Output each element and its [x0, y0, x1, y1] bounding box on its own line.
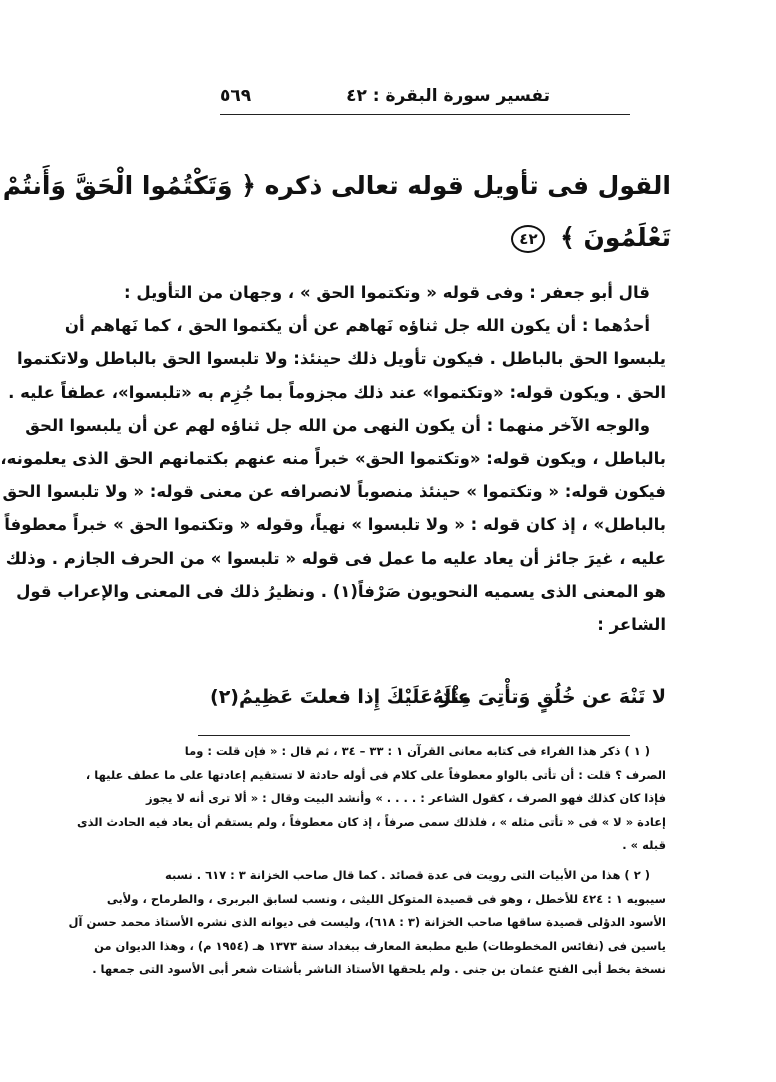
- heading-line-1: القول فى تأويل قوله تعالى ذكره ﴿ وَتَكْتُمُوا الْحَقَّ وَأَنتُمْ: [2, 171, 671, 200]
- poem-first-hemistich: لا تَنْهَ عن خُلُقٍ وَتأْتِىَ مِثْلَهُ: [432, 686, 666, 708]
- body-line: عليه ، غيرَ جائز أن يعاد عليه ما عمل فى قوله « تلبسوا » من الحرف الجازم . وذلك: [5, 548, 666, 568]
- footnote-1-line: الصرف ؟ قلت : أن تأتى بالواو معطوفاً على كلام فى أوله حادثة لا تستقيم إعادتها على ما عطف عليها ،: [85, 767, 666, 782]
- footnote-separator: [198, 735, 630, 736]
- footnote-1-line: فإذا كان كذلك فهو الصرف ، كقول الشاعر : . . . . » وأنشد البيت وقال : « ألا ترى أنه لا يجوز: [145, 791, 666, 806]
- heading-line-2: [201, 212, 671, 264]
- poem-second-hemistich: عارٌ عَلَيْكَ إِذا فعلتَ عَظِيمُ(٢): [210, 686, 471, 708]
- footnote-1-line: إعادة « لا » فى « تأتى مثله » ، فلذلك سمى صرفاً ، إذ كان معطوفاً ، ولم يستقم أن يعاد فيه الحادث الذى: [77, 814, 666, 829]
- footnotes: [68, 740, 666, 982]
- footnote-2-line: ( ٢ ) هذا من الأبيات التى رويت فى عدة قصائد . كما قال صاحب الخزانة ٣ : ٦١٧ . نسبه: [165, 867, 650, 882]
- body-line: والوجه الآخر منهما : أن يكون النهى من الله جل ثناؤه لهم عن أن يلبسوا الحق: [25, 415, 650, 435]
- body-line: الشاعر :: [597, 615, 666, 635]
- body-line: يلبسوا الحق بالباطل . فيكون تأويل ذلك حينئذ: ولا تلبسوا الحق بالباطل ولاتكتموا: [17, 349, 666, 369]
- body-line: فيكون قوله: « وتكتموا » حينئذ منصوباً لانصرافه عن معنى قوله: « ولا تلبسوا الحق: [2, 482, 666, 502]
- footnote-2-line: سيبويه ١ : ٤٢٤ للأخطل ، وهو فى قصيدة المتوكل الليثى ، ونسب لسابق البربرى ، والطرماح ، ولأبى: [106, 891, 666, 906]
- running-header: [220, 84, 630, 115]
- footnote-2-line: الأسود الدؤلى قصيدة ساقها صاحب الخزانة (٣ : ٦١٨)، وليست فى ديوانه الذى نشره الأستاذ محمد حسن آل: [68, 915, 666, 930]
- section-heading: [2, 160, 671, 264]
- running-title: تفسير سورة البقرة : ٤٢: [346, 86, 550, 106]
- body-line: أحدُهما : أن يكون الله جل ثناؤه نَهاهم عن أن يكتموا الحق ، كما نَهاهم أن: [64, 316, 650, 336]
- page-number: ٥٦٩: [220, 86, 252, 106]
- verse-number-badge: ٤٢: [511, 225, 545, 253]
- footnote-2-line: نسخة بخط أبى الفتح عثمان بن جنى . ولم يلحقها الأستاذ الناشر بأشتات شعر أبى الأسود التى جمعها .: [92, 962, 666, 977]
- body-line: بالباطل» ، إذ كان قوله : « ولا تلبسوا » نهياً، وقوله « وتكتموا الحق » خبراً معطوفاً: [4, 515, 666, 535]
- body-line: الحق . ويكون قوله: «وتكتموا» عند ذلك مجزوماً بما جُزِم به «تلبسوا»، عطفاً عليه .: [8, 382, 666, 402]
- commentary-body: [0, 276, 666, 641]
- body-line: بالباطل ، ويكون قوله: «وتكتموا الحق» خبراً منه عنهم بكتمانهم الحق الذى يعلمونه،: [0, 449, 666, 469]
- footnote-1-line: ( ١ ) ذكر هذا الفراء فى كتابه معانى القرآن ١ : ٣٣ – ٣٤ ، ثم قال : « فإن قلت : وما: [184, 744, 650, 758]
- footnote-2-line: ياسين فى (نفائس المخطوطات) طبع مطبعة المعارف ببغداد سنة ١٣٧٣ هـ (١٩٥٤ م) ، وهذا الديوان من: [94, 938, 666, 953]
- footnote-1-line: قبله » .: [622, 838, 666, 853]
- body-line: قال أبو جعفر : وفى قوله « وتكتموا الحق » ، وجهان من التأويل :: [124, 283, 650, 302]
- poem-verse: [196, 686, 666, 722]
- heading-line-2-text: تَعْلَمُونَ ﴾: [560, 223, 671, 252]
- body-line: هو المعنى الذى يسميه النحويون صَرْفاً(١) . ونظيرُ ذلك فى المعنى والإعراب قول: [16, 581, 666, 601]
